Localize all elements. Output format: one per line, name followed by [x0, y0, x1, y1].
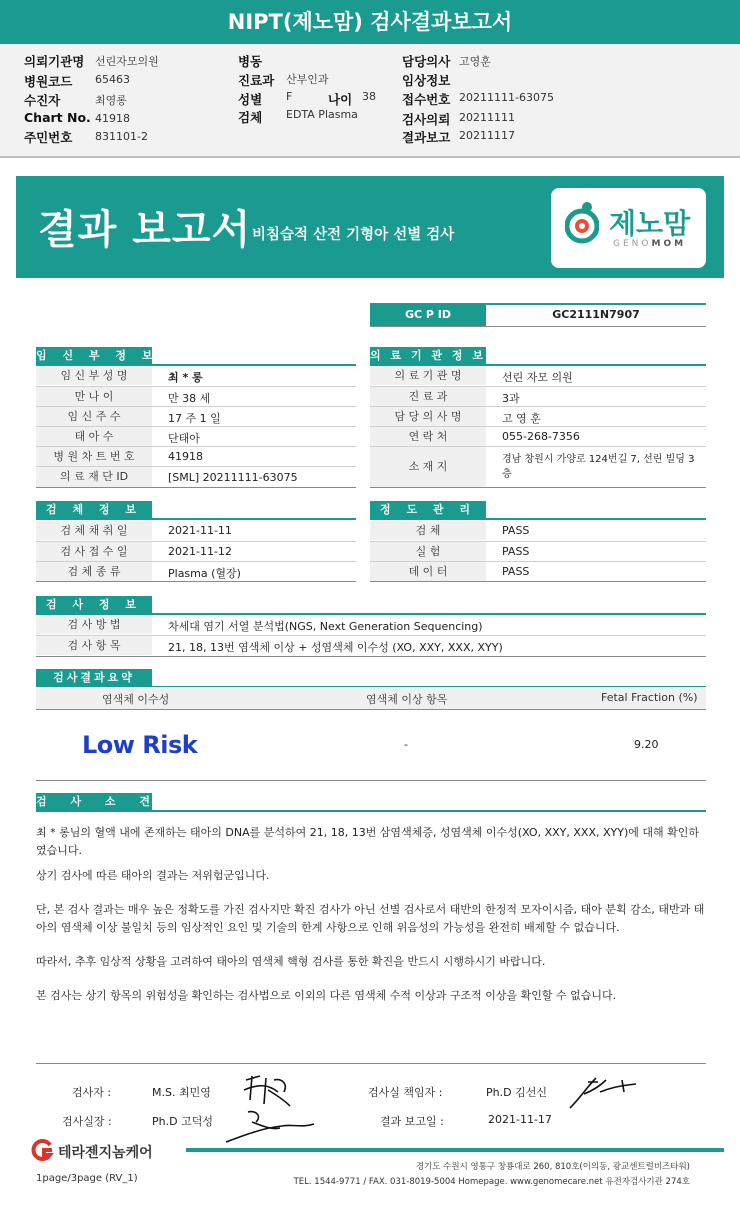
- header-label: 나이: [328, 92, 353, 107]
- finding-paragraph: 최 * 롱님의 혈액 내에 존재하는 태아의 DNA를 분석하여 21, 18, 13번 삼염색체증, 성염색체 이수성(XO, XXY, XXX, XYY)에 대해 확인하였습니다.: [36, 826, 699, 857]
- risk-result: Low Risk: [82, 731, 198, 759]
- header-label: 진료과: [238, 73, 275, 88]
- row-value: Plasma (혈장): [168, 567, 241, 580]
- logo-subtext: [613, 239, 686, 249]
- report-banner: [16, 176, 724, 278]
- footer-divider: [186, 1148, 724, 1152]
- company-name: 테라젠지놈케어: [58, 1145, 153, 1161]
- row-label: 소 재 지: [370, 447, 486, 487]
- section-title-summary: 검사결과요약: [36, 669, 152, 687]
- header-label: 병원코드: [24, 74, 73, 89]
- tester-signature: [238, 1070, 298, 1110]
- report-title: NIPT(제노맘) 검사결과보고서: [0, 0, 740, 44]
- row-value: 2021-11-11: [168, 524, 232, 537]
- row-label: 검 체: [370, 521, 486, 540]
- row-label: 담 당 의 사 명: [370, 407, 486, 426]
- row-label: 임 신 부 성 명: [36, 366, 152, 385]
- header-label: 주민번호: [24, 130, 73, 145]
- divider: [36, 581, 356, 582]
- section-title-test: 검 사 정 보: [36, 596, 152, 614]
- row-value: 선린 자모 의원: [502, 371, 573, 384]
- row-label: 검 사 항 목: [36, 636, 152, 655]
- divider: [36, 656, 706, 657]
- page-info: 1page/3page (RV_1): [36, 1173, 138, 1184]
- patient-header: [0, 44, 740, 158]
- row-value: 단태아: [168, 432, 200, 445]
- divider: [36, 487, 356, 488]
- finding-paragraph: 본 검사는 상기 항목의 위험성을 확인하는 검사법으로 이외의 다른 염색체 수적 이상과 구조적 이상을 확인할 수 없습니다.: [36, 989, 617, 1002]
- header-value: 20211117: [459, 129, 515, 142]
- row-value: 차세대 염기 서열 분석법(NGS, Next Generation Sequencing): [168, 620, 483, 633]
- section-title-findings: 검 사 소 견: [36, 793, 152, 811]
- divider: [370, 326, 706, 327]
- lab-chief-signature: [222, 1106, 318, 1146]
- summary-header: [36, 687, 706, 709]
- divider: [370, 518, 706, 520]
- row-value: 2021-11-12: [168, 545, 232, 558]
- tester-name: M.S. 최민영: [152, 1086, 211, 1099]
- genomom-logo-icon: [565, 200, 599, 244]
- row-value: 고 영 훈: [502, 412, 541, 425]
- gcpid-label: GC P ID: [370, 304, 486, 326]
- section-title-institution: 의 료 기 관 정 보: [370, 347, 486, 365]
- row-value: PASS: [502, 565, 530, 578]
- row-label: 데 이 터: [370, 562, 486, 581]
- divider: [36, 1063, 706, 1064]
- header-value: 선린자모의원: [95, 55, 159, 68]
- section-title-qc: 정 도 관 리: [370, 501, 486, 519]
- row-label: 태 아 수: [36, 427, 152, 446]
- lab-head-name: Ph.D 김선신: [486, 1086, 547, 1099]
- lab-chief-name: Ph.D 고덕성: [152, 1115, 213, 1128]
- divider: [36, 810, 706, 812]
- header-label: 병동: [238, 54, 263, 69]
- lab-head-label: 검사실 책임자 :: [368, 1086, 443, 1099]
- row-value: 만 38 세: [168, 392, 211, 405]
- header-label: 의뢰기관명: [24, 54, 85, 69]
- header-label: 접수번호: [402, 92, 451, 107]
- row-label: 병 원 차 트 번 호: [36, 447, 152, 466]
- header-label: 성별: [238, 92, 263, 107]
- row-label: 의 료 기 관 명: [370, 366, 486, 385]
- tester-label: 검사자 :: [72, 1086, 112, 1099]
- report-date: 2021-11-17: [488, 1113, 552, 1126]
- company-logo-icon: [30, 1139, 54, 1161]
- row-label: 의 료 재 단 ID: [36, 467, 152, 487]
- header-label: 결과보고: [402, 130, 451, 145]
- header-label: 담당의사: [402, 54, 451, 69]
- summary-col-aneuploidy: 염색체 이수성: [102, 693, 170, 706]
- divider: [36, 709, 706, 710]
- row-value: 21, 18, 13번 염색체 이상 + 성염색체 이수성 (XO, XXY, XXX, XYY): [168, 641, 503, 654]
- divider: [370, 581, 706, 582]
- summary-col-fetal-fraction: Fetal Fraction (%): [601, 691, 698, 704]
- fetal-fraction-value: 9.20: [634, 738, 659, 751]
- header-value: 65463: [95, 73, 130, 86]
- header-value: 20211111: [459, 111, 515, 124]
- row-label: 만 나 이: [36, 387, 152, 406]
- finding-paragraph: 따라서, 추후 임상적 상황을 고려하여 태아의 염색체 핵형 검사를 통한 확진을 반드시 시행하시기 바랍니다.: [36, 955, 546, 968]
- header-label: 검사의뢰: [402, 112, 451, 127]
- section-title-specimen: 검 체 정 보: [36, 501, 152, 519]
- finding-paragraph: 상기 검사에 따른 태아의 결과는 저위험군입니다.: [36, 869, 270, 882]
- header-value: F: [286, 90, 293, 103]
- row-value: 055-268-7356: [502, 430, 580, 443]
- row-value: PASS: [502, 524, 530, 537]
- row-value: 17 주 1 일: [168, 412, 221, 425]
- row-label: 진 료 과: [370, 387, 486, 406]
- row-label: 검 체 종 류: [36, 562, 152, 581]
- abnormal-result: -: [404, 738, 408, 751]
- header-label: 검체: [238, 110, 263, 125]
- row-value: 최 * 롱: [168, 371, 203, 384]
- header-value: 고영훈: [459, 55, 491, 68]
- row-value: 3과: [502, 392, 520, 405]
- header-value: EDTA Plasma: [286, 108, 358, 121]
- divider: [370, 303, 706, 305]
- row-label: 실 험: [370, 542, 486, 561]
- company-contact: TEL. 1544-9771 / FAX. 031-8019-5004 Homepage. www.genomecare.net 유전자검사기관 274호: [293, 1177, 690, 1187]
- header-label: 수진자: [24, 93, 61, 108]
- divider: [36, 780, 706, 781]
- divider: [36, 518, 356, 520]
- logo-text: 제노맘: [609, 207, 691, 240]
- header-label: Chart No.: [24, 110, 91, 125]
- row-label: 연 락 처: [370, 427, 486, 446]
- row-value: PASS: [502, 545, 530, 558]
- lab-chief-label: 검사실장 :: [62, 1115, 112, 1128]
- gcpid-value: GC2111N7907: [552, 308, 640, 321]
- report-date-label: 결과 보고일 :: [380, 1115, 444, 1128]
- lab-head-signature: [566, 1070, 646, 1112]
- summary-col-abnormal: 염색체 이상 항목: [366, 693, 448, 706]
- header-value: 산부인과: [286, 73, 329, 86]
- row-value: 경남 창원시 가양로 124번길 7, 선린 빌딩 3층: [502, 454, 695, 480]
- header-value: 20211111-63075: [459, 91, 554, 104]
- row-value: 41918: [168, 450, 203, 463]
- header-value: 831101-2: [95, 130, 148, 143]
- row-label: 검 체 채 취 일: [36, 521, 152, 540]
- row-value: [SML] 20211111-63075: [168, 471, 298, 484]
- divider: [370, 487, 706, 488]
- banner-subtitle: 비침습적 산전 기형아 선별 검사: [252, 227, 455, 243]
- company-address: 경기도 수원시 영통구 창룡대로 260, 810호(이의동, 광교센트럴비즈타워): [415, 1162, 690, 1172]
- row-label: 검 사 방 법: [36, 615, 152, 634]
- header-label: 임상정보: [402, 73, 451, 88]
- genomom-logo: [551, 188, 706, 268]
- section-title-pregnant: 임 신 부 정 보: [36, 347, 152, 365]
- header-value: 38: [362, 90, 376, 103]
- header-value: 최영롱: [95, 94, 127, 107]
- header-value: 41918: [95, 112, 130, 125]
- row-label: 검 사 접 수 일: [36, 542, 152, 561]
- logo-subtext-mom: MOM: [651, 239, 687, 249]
- finding-paragraph: 단, 본 검사 결과는 매우 높은 정확도를 가진 검사지만 확진 검사가 아닌 선별 검사로서 태반의 한정적 모자이시즘, 태아 분획 감소, 태반과 태아의 염색체 이상 불일치 등의 임상적인 요인 및 기술의 한계 사항으로 인해 위음성의 가능성을 완전히 배제할 수 없습니다.: [36, 903, 705, 934]
- row-label: 임 신 주 수: [36, 407, 152, 426]
- banner-title: 결과 보고서: [38, 207, 252, 253]
- logo-subtext-geno: GENO: [613, 239, 652, 249]
